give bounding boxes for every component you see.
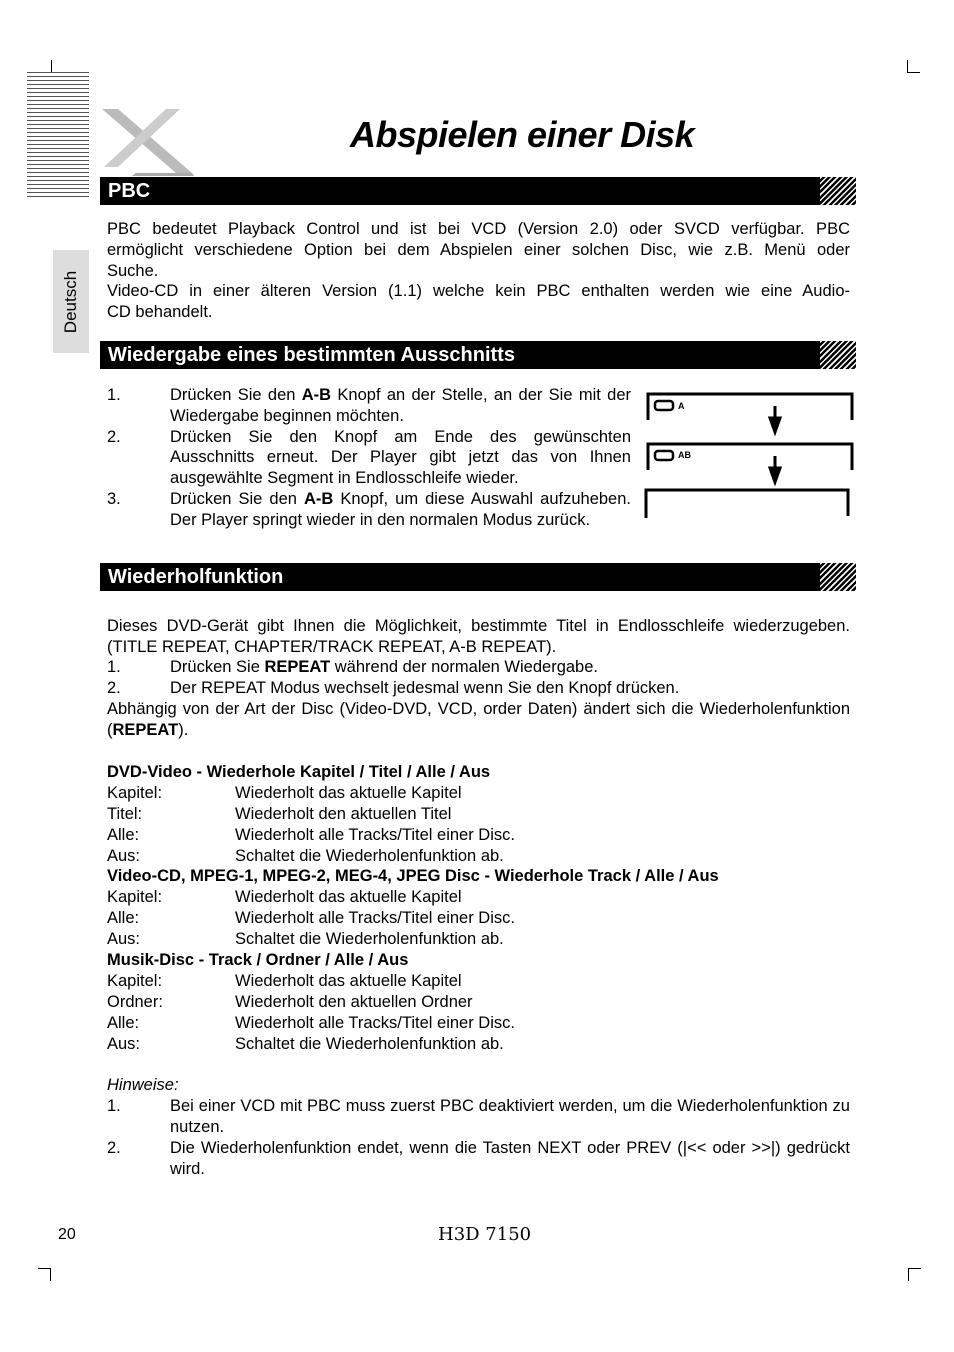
dependency-key: REPEAT: [112, 720, 179, 739]
repeat-icon: [655, 451, 673, 460]
row-desc: Schaltet die Wiederholenfunktion ab.: [235, 847, 504, 865]
section-heading-repeat: Wiederholfunktion: [108, 566, 284, 588]
repeat-intro: Dieses DVD-Gerät gibt Ihnen die Möglichkeit, bestimmte Titel in Endlosschleife wiederzugeben. (TITLE REPEAT, CHAPTER/TRACK REPEAT, A-B REPEAT).: [107, 617, 850, 656]
step-text: Drücken Sie den: [170, 489, 304, 508]
crop-mark-bottom-right: [908, 1268, 921, 1281]
section-heading-ab: Wiedergabe eines bestimmten Ausschnitts: [108, 344, 515, 366]
list-item: [107, 1138, 850, 1180]
section-bar-ab: [100, 341, 856, 369]
hatch-pattern: [820, 563, 856, 591]
row-label: Alle:: [107, 909, 140, 927]
step-text: Knopf, um diese Auswahl aufzuheben. Der Player springt wieder in den normalen Modus zurück.: [170, 489, 631, 529]
dependency-text: ).: [178, 720, 189, 739]
group-title-vcd: Video-CD, MPEG-1, MPEG-2, MEG-4, JPEG Disc - Wiederhole Track / Alle / Aus: [107, 867, 719, 885]
brand-logo-icon: [96, 105, 196, 177]
row-desc: Wiederholt alle Tracks/Titel einer Disc.: [235, 1014, 515, 1032]
step-number: 2.: [107, 679, 121, 697]
row-desc: Wiederholt das aktuelle Kapitel: [235, 972, 462, 990]
row-label: Titel:: [107, 805, 143, 823]
repeat-dependency: [107, 699, 850, 741]
section-bar-repeat: [100, 563, 856, 591]
step-number: 2.: [107, 427, 121, 446]
language-tab-label: Deutsch: [61, 270, 80, 333]
note-text: Die Wiederholenfunktion endet, wenn die Tasten NEXT oder PREV (|<< oder >>|) gedrückt wird.: [170, 1139, 850, 1178]
row-label: Kapitel:: [107, 972, 163, 990]
notes-title: Hinweise:: [107, 1076, 179, 1094]
list-item: [107, 1096, 850, 1138]
row-desc: Wiederholt das aktuelle Kapitel: [235, 888, 462, 906]
step-number: 3.: [107, 489, 121, 508]
row-label: Alle:: [107, 1014, 140, 1032]
page-number: 20: [58, 1226, 76, 1243]
row-desc: Wiederholt das aktuelle Kapitel: [235, 784, 462, 802]
step-key: REPEAT: [264, 658, 331, 676]
step-text: Drücken Sie den Knopf am Ende des gewünschten Ausschnitts erneut. Der Player gibt jetzt das von Ihnen ausgewählte Segment in Endlosschleife wieder.: [170, 427, 631, 488]
language-tab: [53, 250, 89, 353]
group-title-music: Musik-Disc - Track / Ordner / Alle / Aus: [107, 951, 409, 969]
step-text: Drücken Sie: [170, 658, 265, 676]
repeat-icon: [655, 401, 673, 410]
row-desc: Wiederholt den aktuellen Ordner: [235, 993, 473, 1011]
hatch-pattern: [820, 341, 856, 369]
row-label: Ordner:: [107, 993, 163, 1011]
step-text: Der REPEAT Modus wechselt jedesmal wenn Sie den Knopf drücken.: [170, 679, 680, 697]
row-desc: Wiederholt den aktuellen Titel: [235, 805, 452, 823]
note-text: Bei einer VCD mit PBC muss zuerst PBC deaktiviert werden, um die Wiederholenfunktion zu nutzen.: [170, 1097, 850, 1136]
step-text: während der normalen Wiedergabe.: [330, 658, 598, 676]
crop-mark-bottom-left: [38, 1268, 51, 1281]
row-desc: Schaltet die Wiederholenfunktion ab.: [235, 930, 504, 948]
list-item: [107, 489, 631, 551]
crop-mark-top-right: [907, 60, 920, 73]
list-item: [107, 385, 631, 427]
pbc-line: PBC bedeutet Playback Control und ist bei VCD (Version 2.0) oder SVCD verfügbar. PBC: [107, 220, 850, 238]
step-number: 1.: [107, 386, 121, 404]
list-item: [107, 678, 850, 699]
list-item: [107, 657, 850, 678]
decorative-stripes: [27, 72, 89, 199]
row-label: Alle:: [107, 826, 140, 844]
step-number: 1.: [107, 658, 121, 676]
pbc-text: [107, 219, 850, 323]
pbc-line: ermöglicht verschiedene Option bei dem Abspielen einer solchen Disc, wie z.B. Menü oder: [107, 240, 850, 259]
row-desc: Schaltet die Wiederholenfunktion ab.: [235, 1035, 504, 1053]
section-heading-pbc: PBC: [108, 180, 151, 202]
row-label: Kapitel:: [107, 784, 163, 802]
figure-label-ab: AB: [678, 450, 691, 460]
row-desc: Wiederholt alle Tracks/Titel einer Disc.: [235, 826, 515, 844]
row-desc: Wiederholt alle Tracks/Titel einer Disc.: [235, 909, 515, 927]
group-title-dvd: DVD-Video - Wiederhole Kapitel / Titel / Alle / Aus: [107, 763, 491, 781]
model-name: H3D 7150: [438, 1224, 532, 1245]
ab-repeat-illustration: [640, 388, 860, 523]
figure-label-a: A: [678, 401, 685, 411]
row-label: Aus:: [107, 847, 141, 865]
page-title: Abspielen einer Disk: [350, 114, 695, 155]
note-number: 1.: [107, 1097, 121, 1115]
pbc-line: CD behandelt.: [107, 303, 213, 322]
pbc-line: Video-CD in einer älteren Version (1.1) welche kein PBC enthalten werden wie eine Audio-: [107, 282, 850, 301]
ab-steps: [107, 385, 631, 551]
step-key: A-B: [301, 386, 332, 404]
row-label: Kapitel:: [107, 888, 163, 906]
row-label: Aus:: [107, 1035, 141, 1053]
step-key: A-B: [304, 489, 334, 508]
hatch-pattern: [820, 177, 856, 205]
step-text: Drücken Sie den: [170, 386, 302, 404]
pbc-line: Suche.: [107, 261, 159, 280]
step-text: Knopf an der Stelle, an der Sie mit der Wiedergabe beginnen möchten.: [170, 386, 631, 425]
dependency-text: Abhängig von der Art der Disc (Video-DVD, VCD, order Daten) ändert sich die Wiederholenfunktion (: [107, 700, 850, 739]
section-bar-pbc: [100, 177, 856, 205]
row-label: Aus:: [107, 930, 141, 948]
list-item: [107, 427, 631, 489]
note-number: 2.: [107, 1139, 121, 1157]
